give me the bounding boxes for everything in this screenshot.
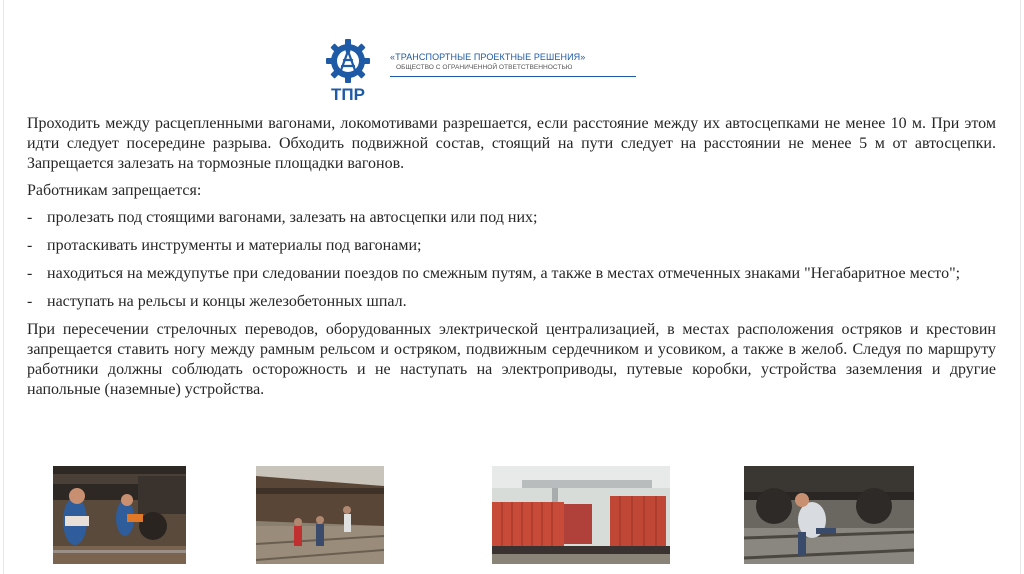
safety-text <box>27 114 996 400</box>
list-item-text: находиться на междупутье при следовании поездов по смежным путям, а также в местах отмеченных знаками "Негабаритное место"; <box>47 265 961 282</box>
list-item-text: пролезать под стоящими вагонами, залезать на автосцепки или под них; <box>47 209 538 226</box>
photo-worker-under-wagon <box>53 466 186 564</box>
list-item <box>27 292 996 312</box>
bullet-marker: - <box>27 237 33 254</box>
prohibited-heading: Работникам запрещается: <box>27 182 202 199</box>
company-logo <box>322 38 374 102</box>
company-block <box>390 52 644 77</box>
list-item-text: наступать на рельсы и концы железобетонных шпал. <box>47 293 407 310</box>
list-item <box>27 264 996 284</box>
list-item <box>27 208 996 228</box>
photo-worker-by-wheels <box>744 466 914 564</box>
photo-containers-on-train <box>492 466 670 564</box>
bullet-marker: - <box>27 293 33 310</box>
list-item <box>27 236 996 256</box>
list-item-text: протаскивать инструменты и материалы под вагонами; <box>47 237 422 254</box>
left-frame-line <box>3 0 4 574</box>
header-divider <box>390 76 636 77</box>
logo-text: ТПР <box>331 85 365 102</box>
prohibited-list <box>27 208 996 312</box>
bullet-marker: - <box>27 209 33 226</box>
header <box>322 38 652 104</box>
right-frame-line <box>1020 0 1021 574</box>
photo-people-by-freight-train <box>256 466 384 564</box>
bullet-marker: - <box>27 265 33 282</box>
intro-paragraph: Проходить между расцепленными вагонами, локомотивами разрешается, если расстояние между их автосцепками не менее 10 м. При этом идти следует посередине разрыва. Обходить подвижной состав, стоящий на пути следует на расстоянии не менее 5 м от автосцепки. Запрещается залезать на тормозные площадки вагонов. <box>27 115 996 172</box>
closing-paragraph: При пересечении стрелочных переводов, оборудованных электрической централизацией, в местах расположения остряков и крестовин запрещается ставить ногу между рамным рельсом и остряком, подвижным сердечником и усовиком, а также в желоб. Следуя по маршруту работники должны соблюдать осторожность и не наступать на электроприводы, путевые коробки, устройства заземления и другие напольные (наземные) устройства. <box>27 321 996 398</box>
company-name: «ТРАНСПОРТНЫЕ ПРОЕКТНЫЕ РЕШЕНИЯ» <box>390 52 586 62</box>
company-type: ОБЩЕСТВО С ОГРАНИЧЕННОЙ ОТВЕТСТВЕННОСТЬЮ <box>396 64 573 71</box>
